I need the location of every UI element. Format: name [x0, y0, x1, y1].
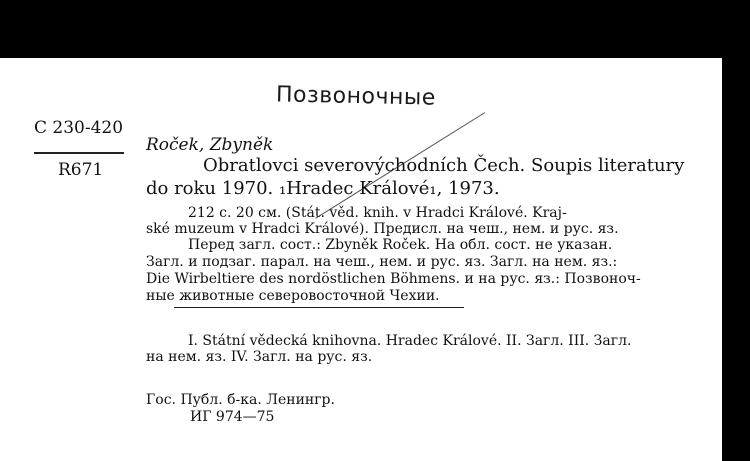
divider-rule	[34, 153, 124, 154]
description-line: Загл. и подзаг. парал. на чеш., нем. и рус. яз. Загл. на нем. яз.:	[146, 254, 618, 270]
title-line: Obratlovci severovýchodních Čech. Soupis literatury	[203, 155, 685, 176]
description-line: 212 с. 20 см. (Stát. věd. knih. v Hradci Králové. Kraj-	[188, 205, 567, 221]
shelf-mark: R671	[58, 160, 104, 180]
tracing-line: I. Státní vědecká knihovna. Hradec Králové. II. Загл. III. Загл.	[188, 333, 632, 349]
author: Roček, Zbyněk	[146, 135, 274, 155]
imprint-line: ИГ 974—75	[190, 409, 275, 425]
handwritten-note: Позвоночные	[275, 82, 437, 111]
description-line: Перед загл. сост.: Zbyněk Roček. На обл. сост. не указан.	[188, 237, 613, 253]
call-number: С 230-420	[34, 118, 124, 138]
imprint-line: Гос. Публ. б-ка. Ленингр.	[146, 392, 335, 408]
description-line: ské muzeum v Hradci Králové). Предисл. на чеш., нем. и рус. яз.	[146, 221, 619, 237]
description-line: ные животные северовосточной Чехии.	[146, 288, 440, 304]
description-line: Die Wirbeltiere des nordöstlichen Böhmens. и на рус. яз.: Позвоноч-	[146, 271, 641, 287]
title-line: do roku 1970. ₁Hradec Králové₁, 1973.	[146, 178, 500, 199]
tracing-line: на нем. яз. IV. Загл. на рус. яз.	[146, 349, 373, 365]
handwritten-underline	[174, 307, 464, 308]
